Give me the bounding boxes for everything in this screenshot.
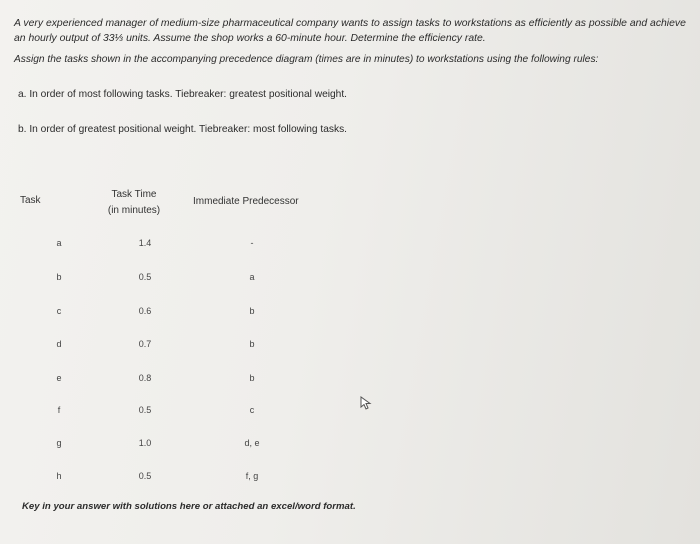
row-task: b (56, 272, 62, 282)
row-task: a (56, 238, 62, 248)
row-task: c (56, 306, 62, 316)
row-time: 0.5 (138, 272, 152, 282)
header-task-time-line2: (in minutes) (107, 205, 161, 216)
row-predecessor: c (249, 405, 255, 415)
row-time: 0.8 (138, 373, 152, 383)
row-time: 0.5 (138, 405, 152, 415)
row-time: 0.7 (138, 339, 152, 349)
row-predecessor: b (249, 373, 255, 383)
row-predecessor: b (249, 306, 255, 316)
table-row (0, 405, 300, 419)
header-task-time-line1: Task Time (111, 189, 157, 200)
table-row (0, 471, 300, 485)
rule-b: b. In order of greatest positional weight. Tiebreaker: most following tasks. (18, 124, 347, 135)
row-time: 1.0 (138, 438, 152, 448)
row-task: h (56, 471, 62, 481)
table-row (0, 339, 300, 353)
row-time: 0.5 (138, 471, 152, 481)
problem-assign-instructions: Assign the tasks shown in the accompanying precedence diagram (times are in minutes) to workstations using the following rules: (14, 54, 599, 65)
row-task: e (56, 373, 62, 383)
row-task: d (56, 339, 62, 349)
rule-a: a. In order of most following tasks. Tiebreaker: greatest positional weight. (18, 89, 347, 100)
row-time: 0.6 (138, 306, 152, 316)
problem-intro: A very experienced manager of medium-size pharmaceutical company wants to assign tasks to workstations as efficiently as possible and achieve an hourly output of 33⅓ units. Assume the shop works a 60-minute hour. Determine the efficiency rate. (14, 18, 686, 44)
row-predecessor: f, g (245, 471, 259, 481)
table-row (0, 306, 300, 320)
mouse-cursor-icon (360, 396, 372, 410)
row-predecessor: a (249, 272, 255, 282)
row-task: g (56, 438, 62, 448)
row-predecessor: - (250, 238, 254, 248)
table-row (0, 373, 300, 387)
answer-instructions: Key in your answer with solutions here or attached an excel/word format. (22, 501, 356, 512)
row-task: f (57, 405, 61, 415)
row-predecessor: d, e (244, 438, 260, 448)
header-task-time (96, 187, 172, 219)
table-row (0, 238, 300, 252)
header-immediate-predecessor: Immediate Predecessor (193, 196, 299, 207)
row-predecessor: b (249, 339, 255, 349)
table-row (0, 438, 300, 452)
header-task: Task (20, 195, 41, 206)
row-time: 1.4 (138, 238, 152, 248)
table-row (0, 272, 300, 286)
